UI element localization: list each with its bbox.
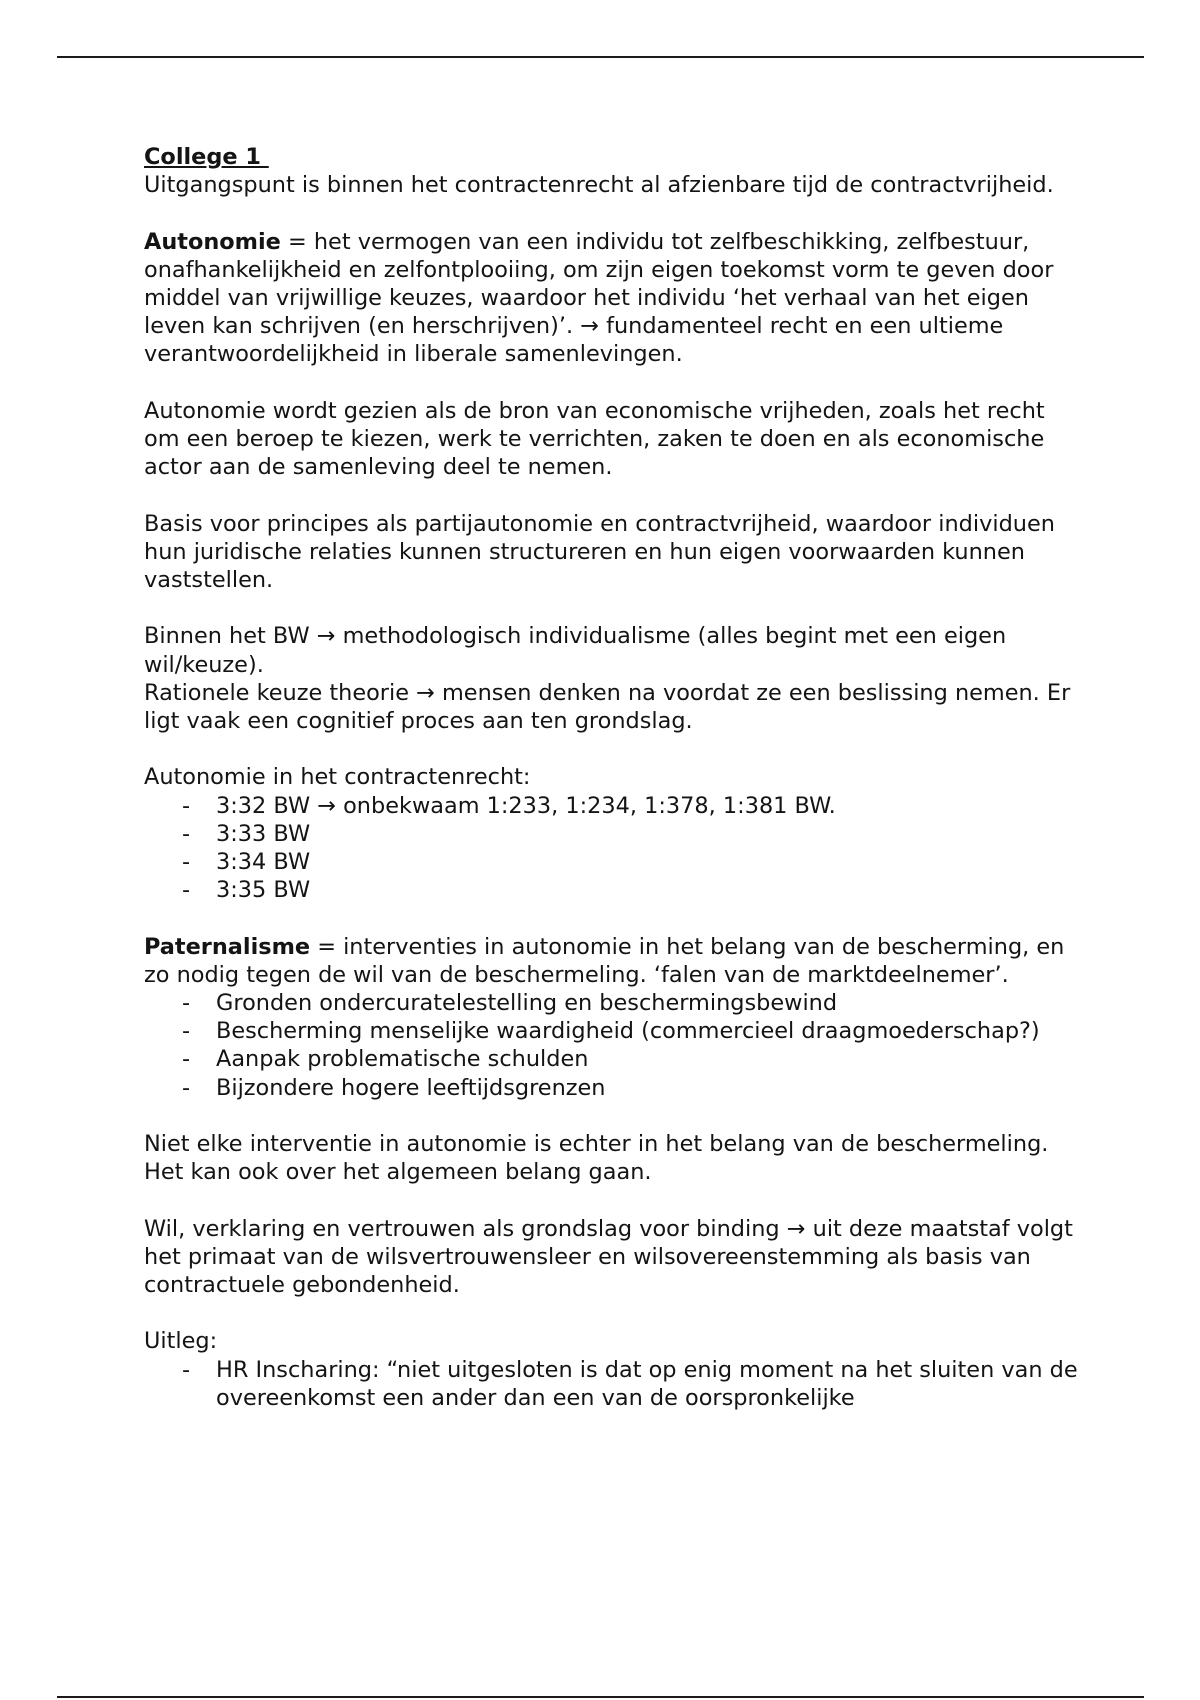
basis-paragraph: Basis voor principes als partijautonomie en contractvrijheid, waardoor individuen hun juridische relaties kunnen structureren en hun eigen voorwaarden kunnen vaststellen. (144, 510, 1055, 593)
autonomie-text: = het vermogen van een individu tot zelfbeschikking, zelfbestuur, onafhankelijkheid en zelfontplooiing, om zijn eigen toekomst vorm te geven door middel van vrijwillige keuzes, waardoor het individu ‘het verhaal van het eigen leven kan schrijven (en herschrijven)’. → fundamenteel recht en een ultieme verantwoordelijkheid in liberale samenlevingen. (144, 228, 1054, 368)
wil-verklaring-paragraph: Wil, verklaring en vertrouwen als grondslag voor binding → uit deze maatstaf volgt het primaat van de wilsvertrouwensleer en wilsovereenstemming als basis van contractuele gebondenheid. (144, 1215, 1073, 1298)
list-item: - Gronden ondercuratelestelling en beschermingsbewind (182, 990, 838, 1016)
list-item: - 3:33 BW (182, 820, 311, 847)
paternalisme-text: = interventies in autonomie in het belang van de bescherming, en zo nodig tegen de wil van de beschermeling. ‘falen van de marktdeelnemer’. (144, 933, 1065, 988)
list-marker: - (182, 990, 191, 1016)
contract-list-label: Autonomie in het contractenrecht: (144, 764, 531, 791)
list-marker: - (182, 792, 191, 819)
list-item: - Bijzondere hogere leeftijdsgrenzen (182, 1074, 606, 1101)
rationele-keuze-paragraph: Rationele keuze theorie → mensen denken na voordat ze een beslissing nemen. Er ligt vaak een cognitief proces aan ten grondslag. (144, 679, 1071, 734)
uitleg-label: Uitleg: (144, 1328, 218, 1355)
autonomie-term: Autonomie (144, 228, 281, 255)
paternalisme-term: Paternalisme (144, 933, 311, 960)
list-item: - 3:32 BW → onbekwaam 1:233, 1:234, 1:378, 1:381 BW. (182, 792, 836, 819)
autonomie-definition (144, 228, 1084, 369)
list-marker: - (182, 877, 191, 904)
list-item: - HR Inscharing: “niet uitgesloten is dat op enig moment na het sluiten van de overeenkomst een ander dan een van de oorspronkelijke (182, 1356, 1078, 1411)
list-item: - Aanpak problematische schulden (182, 1046, 589, 1073)
uitleg-list (144, 1356, 1084, 1412)
document-body (144, 143, 1084, 1412)
list-marker: - (182, 1046, 191, 1073)
list-item: - 3:35 BW (182, 877, 311, 904)
list-item: - 3:34 BW (182, 849, 311, 875)
list-marker: - (182, 820, 191, 847)
header-rule (57, 56, 1144, 58)
contract-article-list (144, 792, 1084, 905)
list-item: - Bescherming menselijke waardigheid (commercieel draagmoederschap?) (182, 1018, 1040, 1045)
list-marker: - (182, 1074, 191, 1101)
paternalisme-list (144, 989, 1084, 1102)
footer-rule (57, 1696, 1144, 1698)
list-marker: - (182, 1356, 191, 1383)
list-marker: - (182, 849, 191, 875)
bron-paragraph: Autonomie wordt gezien als de bron van economische vrijheden, zoals het recht om een beroep te kiezen, werk te verrichten, zaken te doen en als economische actor aan de samenleving deel te nemen. (144, 397, 1045, 481)
list-marker: - (182, 1018, 191, 1045)
bw-paragraph: Binnen het BW → methodologisch individualisme (alles begint met een eigen wil/keuze). (144, 623, 1007, 678)
section-heading: College 1 (144, 144, 269, 170)
niet-elke-paragraph: Niet elke interventie in autonomie is echter in het belang van de beschermeling. Het kan ook over het algemeen belang gaan. (144, 1131, 1049, 1186)
intro-paragraph: Uitgangspunt is binnen het contractenrecht al afzienbare tijd de contractvrijheid. (144, 172, 1054, 199)
paternalisme-definition (144, 933, 1084, 989)
